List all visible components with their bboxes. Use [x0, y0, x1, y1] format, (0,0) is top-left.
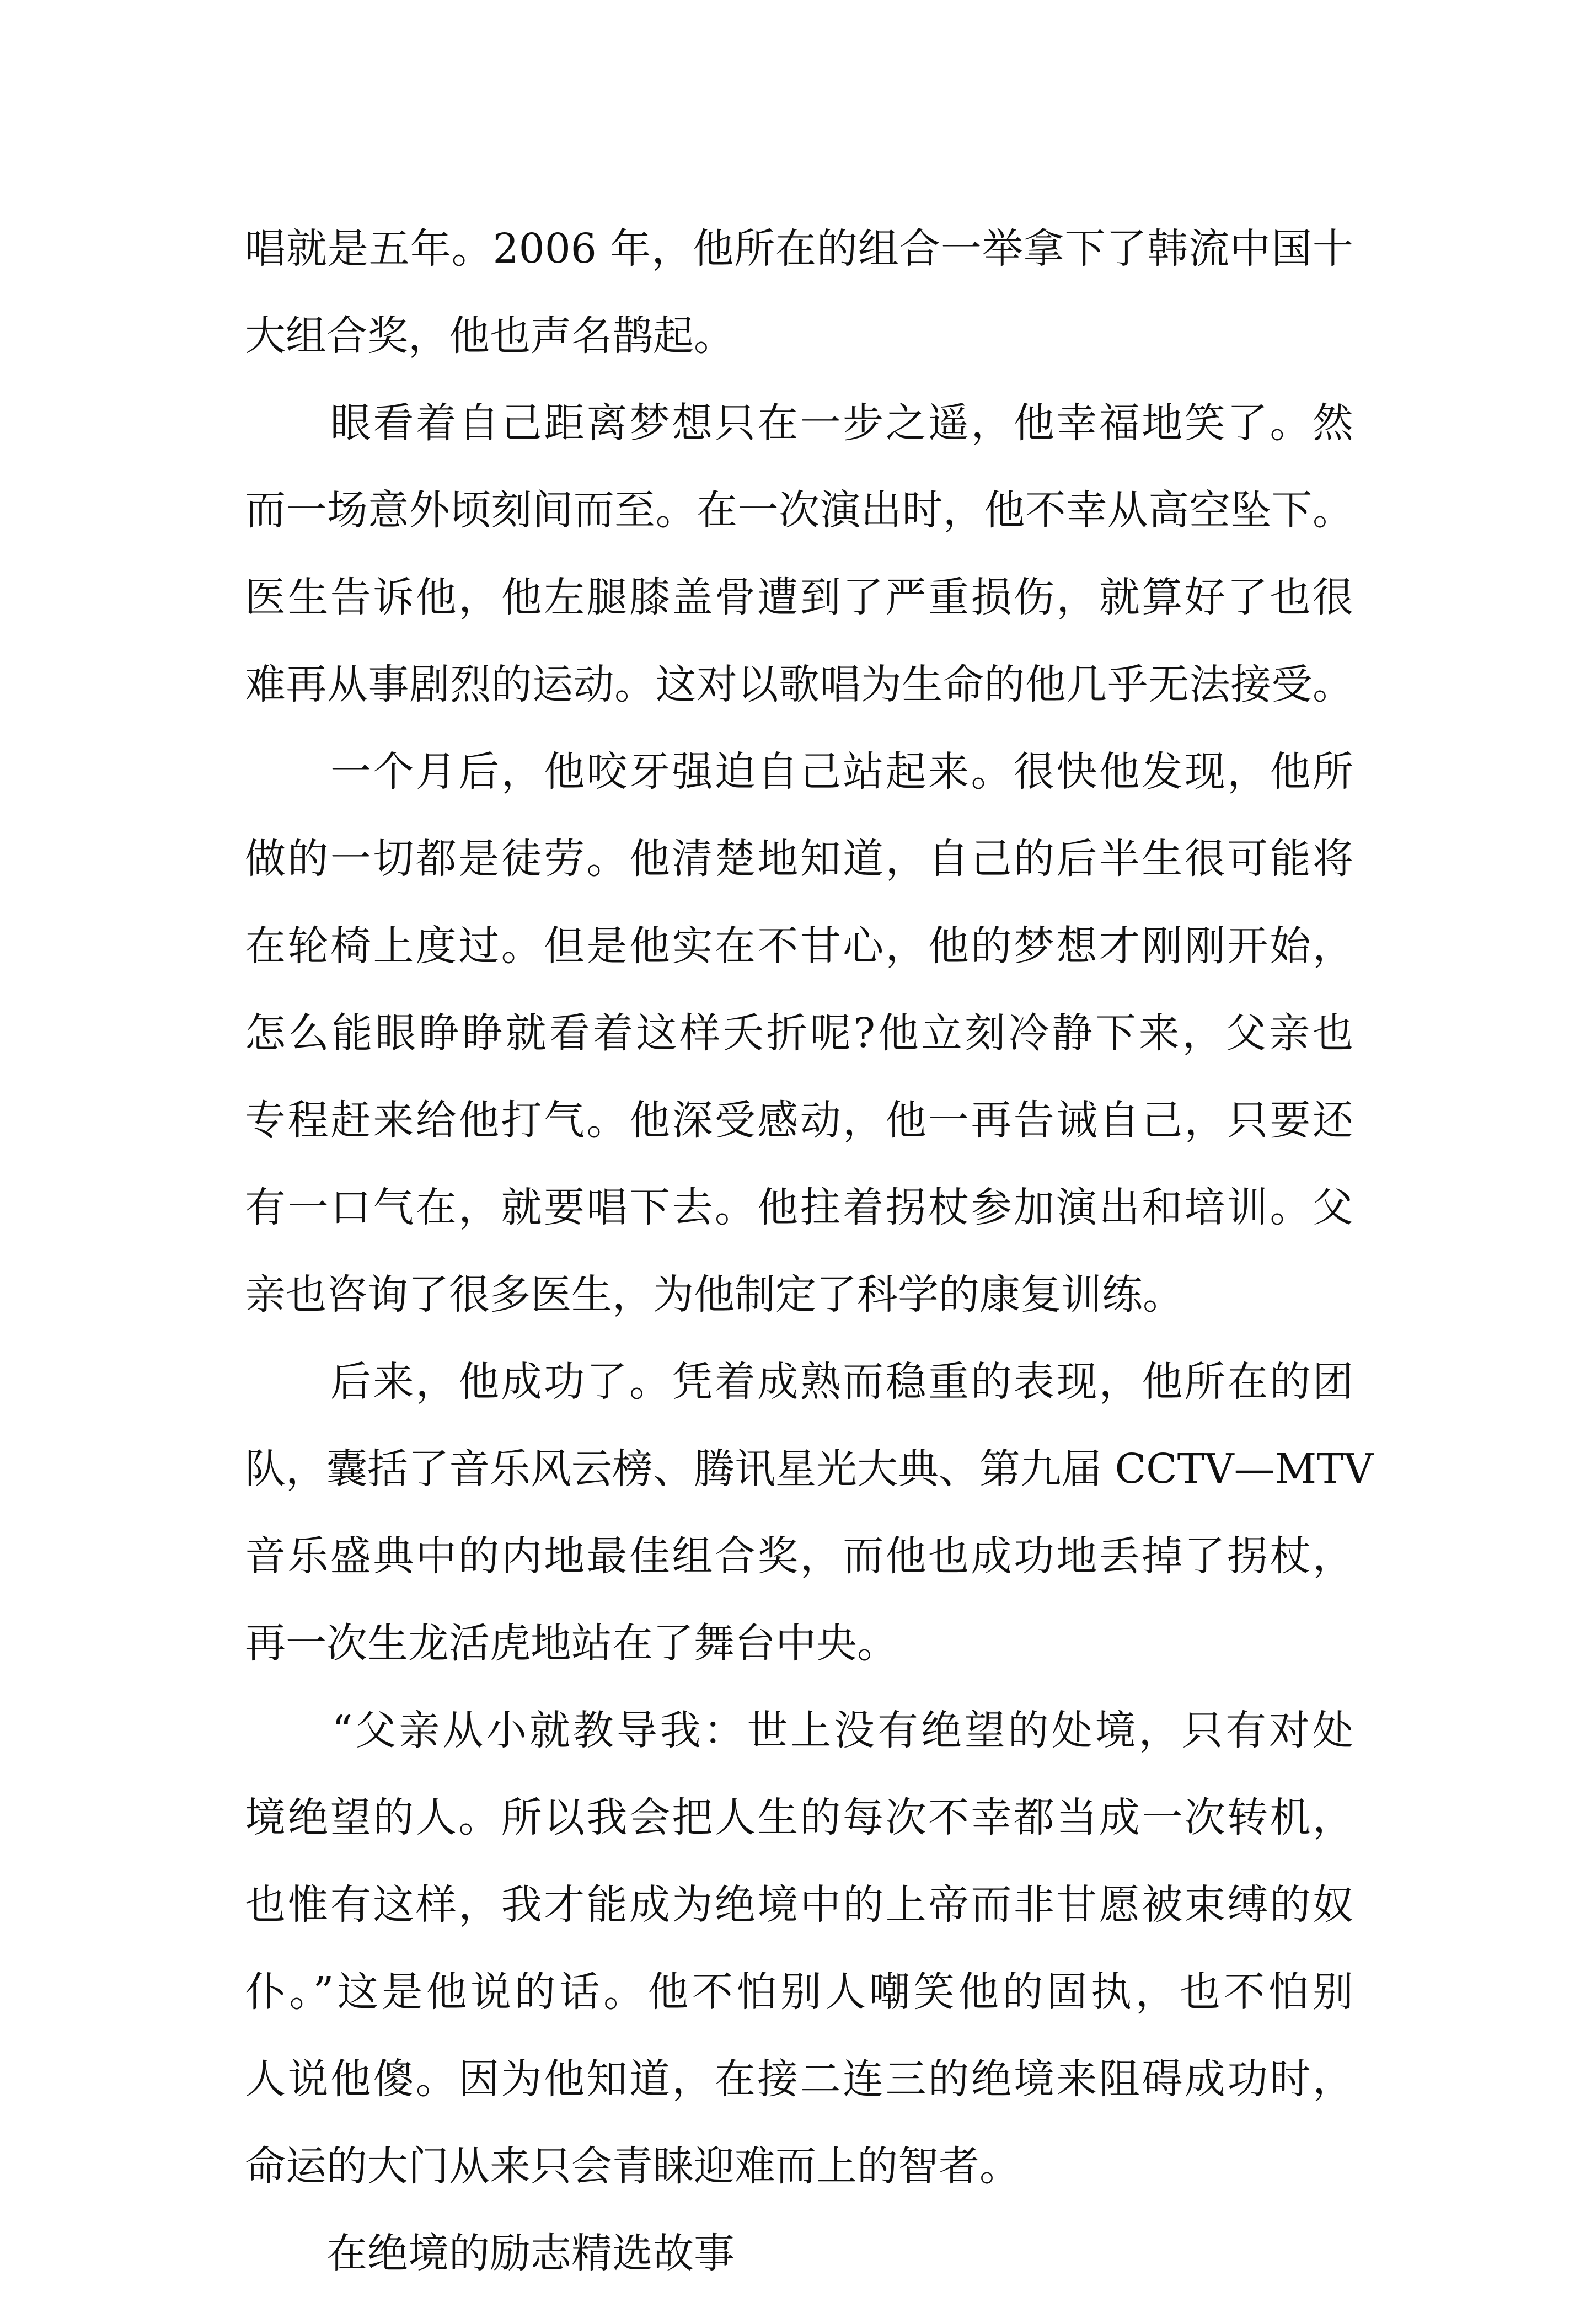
text-line: 命运的大门从来只会青睐迎难而上的智者。	[245, 2143, 1020, 2190]
text-line: 而一场意外顷刻间而至。在一次演出时，他不幸从高空坠下。	[245, 487, 1353, 534]
text-line: 大组合奖，他也声名鹊起。	[245, 312, 735, 360]
text-line: 医生告诉他，他左腿膝盖骨遭到了严重损伤，就算好了也很	[245, 574, 1353, 621]
text-line: 队，囊括了音乐风云榜、腾讯星光大典、第九届 CCTV—MTV	[245, 1445, 1374, 1493]
text-line: 境绝望的人。所以我会把人生的每次不幸都当成一次转机，	[245, 1794, 1353, 1841]
text-line: 人说他傻。因为他知道，在接二连三的绝境来阻碍成功时，	[245, 2055, 1353, 2103]
text-line: 一个月后，他咬牙强迫自己站起来。很快他发现，他所	[245, 748, 1353, 795]
text-line: 有一口气在，就要唱下去。他拄着拐杖参加演出和培训。父	[245, 1184, 1353, 1231]
text-line: 再一次生龙活虎地站在了舞台中央。	[245, 1620, 898, 1667]
text-line: 在绝境的励志精选故事	[245, 2230, 735, 2277]
document-body	[245, 205, 1374, 2297]
text-line: 难再从事剧烈的运动。这对以歌唱为生命的他几乎无法接受。	[245, 661, 1353, 708]
text-line: 怎么能眼睁睁就看着这样夭折呢?他立刻冷静下来，父亲也	[245, 1009, 1353, 1057]
text-line: 音乐盛典中的内地最佳组合奖，而他也成功地丢掉了拐杖，	[245, 1532, 1353, 1580]
text-line: 亲也咨询了很多医生，为他制定了科学的康复训练。	[245, 1271, 1183, 1318]
text-line: 后来，他成功了。凭着成熟而稳重的表现，他所在的团	[245, 1358, 1353, 1406]
text-line: 唱就是五年。2006 年，他所在的组合一举拿下了韩流中国十	[245, 225, 1353, 273]
text-line: 做的一切都是徒劳。他清楚地知道，自己的后半生很可能将	[245, 835, 1353, 883]
text-line: 也惟有这样，我才能成为绝境中的上帝而非甘愿被束缚的奴	[245, 1881, 1353, 1929]
text-line: 仆。”这是他说的话。他不怕别人嘲笑他的固执，也不怕别	[245, 1968, 1353, 2016]
text-line: 眼看着自己距离梦想只在一步之遥，他幸福地笑了。然	[245, 399, 1353, 447]
text-line: 在轮椅上度过。但是他实在不甘心，他的梦想才刚刚开始，	[245, 922, 1353, 970]
text-line: “父亲从小就教导我：世上没有绝望的处境，只有对处	[245, 1707, 1353, 1754]
text-line: 专程赶来给他打气。他深受感动，他一再告诫自己，只要还	[245, 1097, 1353, 1144]
